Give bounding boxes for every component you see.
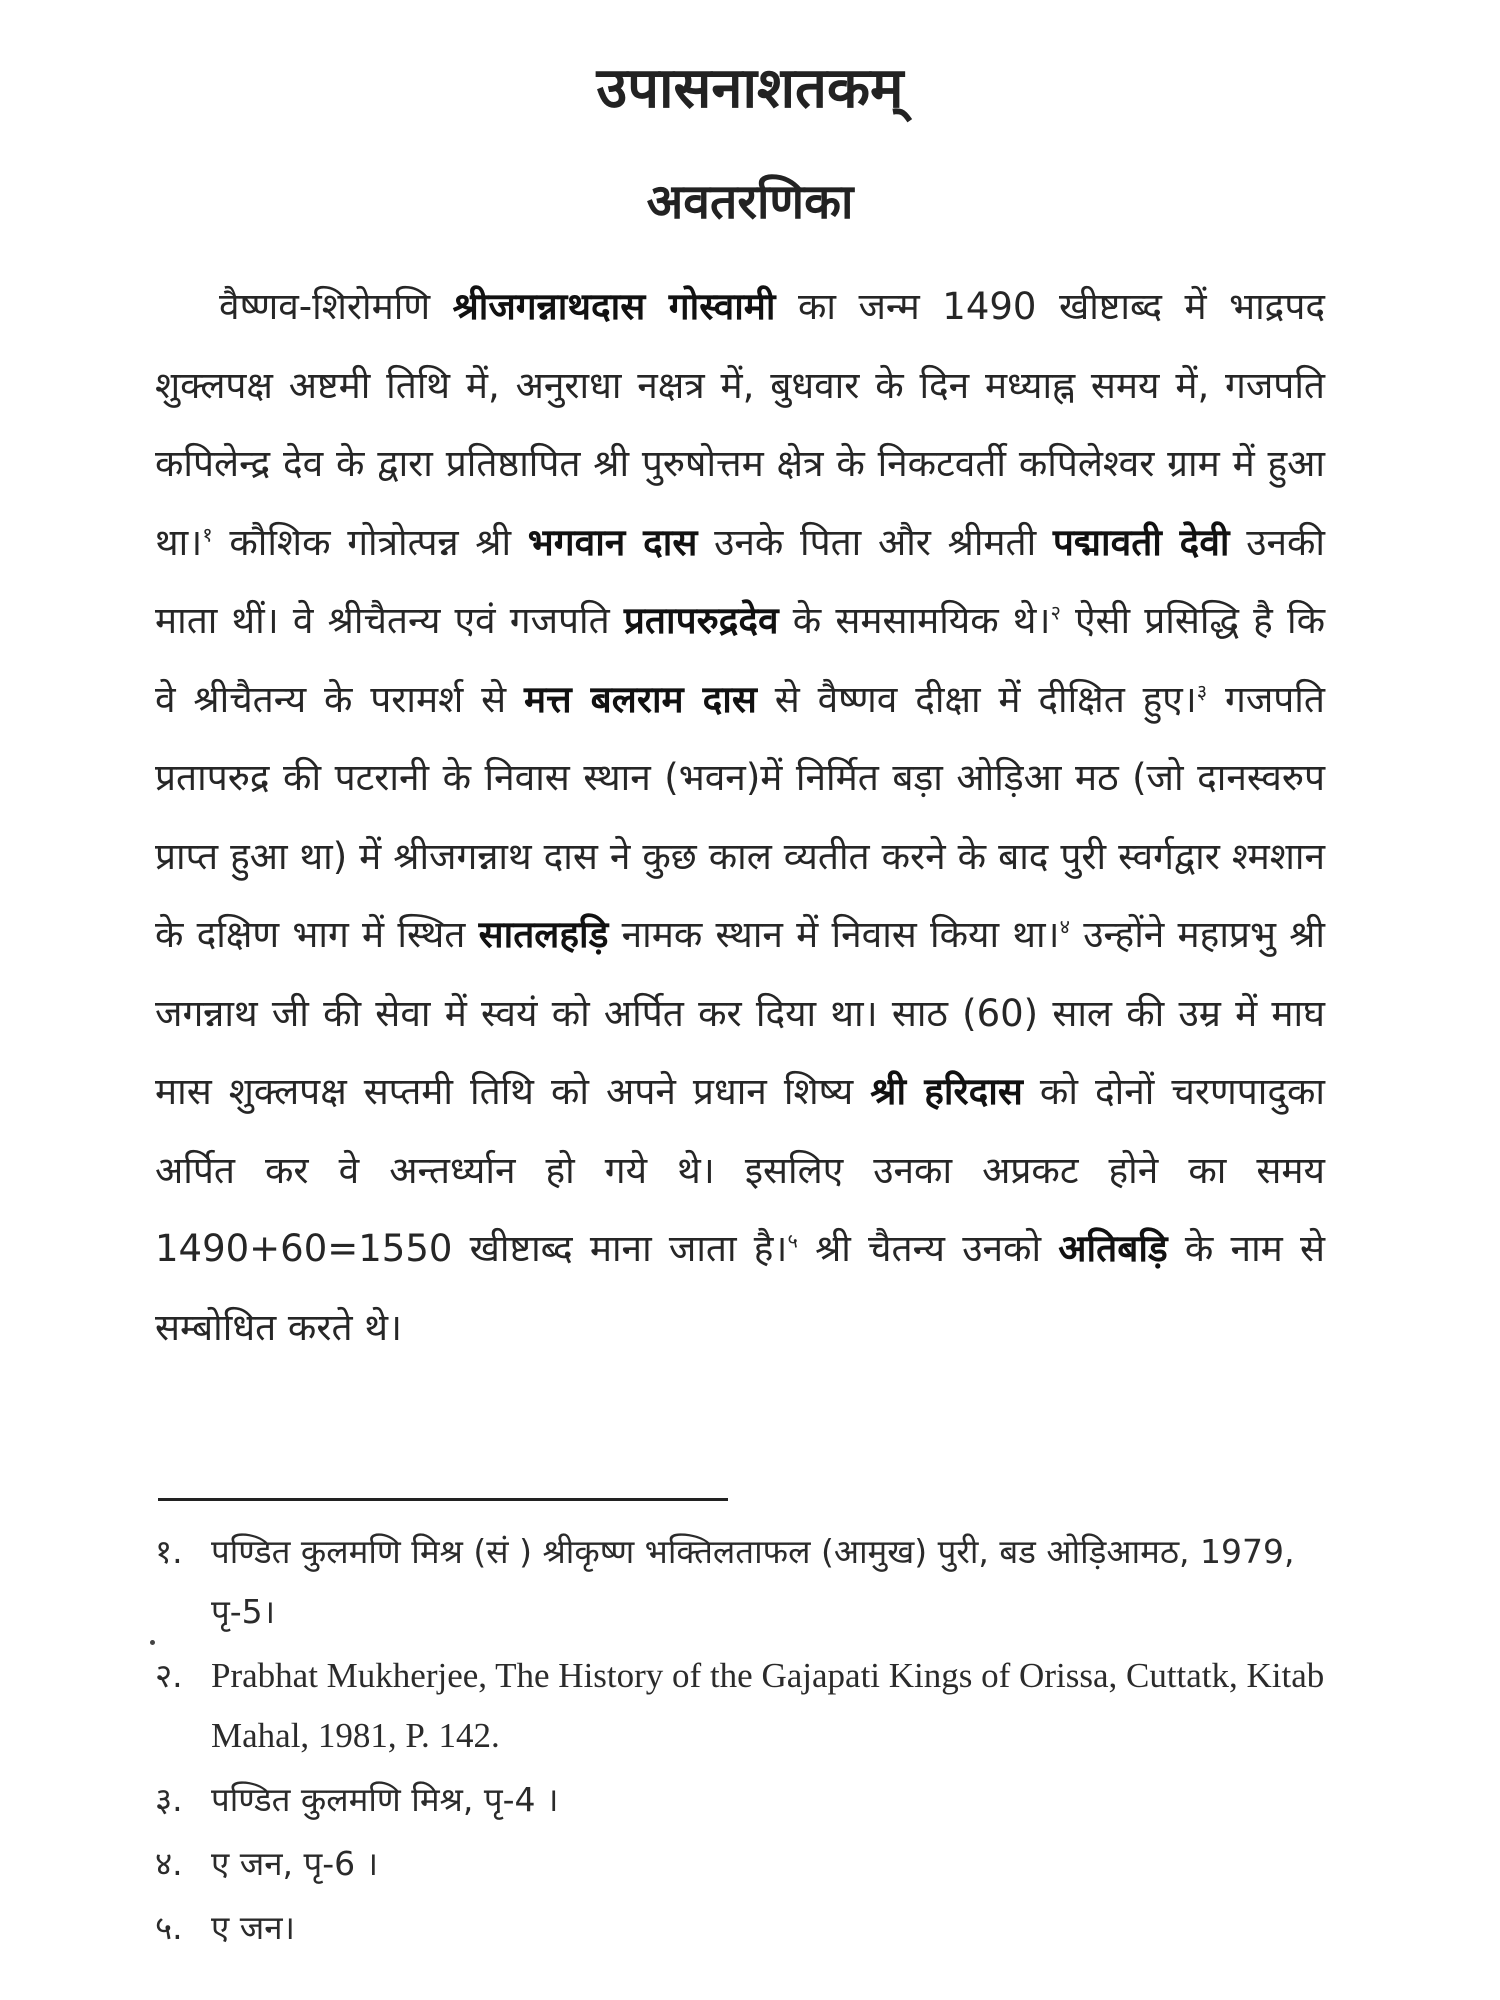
footnote-text: Prabhat Mukherjee, The History of the Gajapati Kings of Orissa, Cuttatk, Kitab Mahal, 1981, P. 142. bbox=[211, 1656, 1325, 1755]
footnote-number: ५. bbox=[155, 1908, 183, 1947]
bold-name: प्रतापरुद्रदेव bbox=[623, 599, 779, 642]
footnotes bbox=[155, 1522, 1330, 1962]
footnote-item bbox=[155, 1646, 1330, 1766]
bold-name: सातलहड़ि bbox=[478, 913, 609, 956]
bold-name: भगवान दास bbox=[527, 520, 698, 564]
footnote-divider bbox=[158, 1498, 728, 1501]
footnote-item bbox=[155, 1898, 1330, 1958]
bold-name: पद्मावती देवी bbox=[1052, 520, 1230, 564]
footnote-item bbox=[155, 1770, 1330, 1830]
text-run: उनके पिता और श्रीमती bbox=[697, 520, 1053, 564]
footnote-number: २. bbox=[155, 1656, 183, 1695]
text-run: गजपति प्रतापरुद्र की पटरानी के निवास स्थान (भवन)में निर्मित बड़ा ओड़िआ मठ (जो दानस्वरुप प्राप्त हुआ था) में श्रीजगन्नाथ दास ने कुछ काल व्यतीत करने के बाद पुरी स्वर्गद्वार श्मशान के दक्षिण भाग में स्थित bbox=[155, 677, 1325, 956]
text-run: वैष्णव-शिरोमणि bbox=[219, 285, 453, 328]
text-run: का जन्म 1490 खीष्टाब्द में भाद्रपद शुक्लपक्ष अष्टमी तिथि में, अनुराधा नक्षत्र में, बुधवार के दिन मध्याह्न समय में, गजपति कपिलेन्द्र देव के द्वारा प्रतिष्ठापित श्री पुरुषोत्तम क्षेत्र के निकटवर्ती कपिलेश्वर ग्राम में हुआ था। bbox=[155, 285, 1325, 564]
footnote-text: पण्डित कुलमणि मिश्र, पृ-4 । bbox=[211, 1780, 559, 1819]
footnote-ref-4: ४ bbox=[1059, 914, 1070, 939]
footnote-text: ए जन, पृ-6 । bbox=[211, 1844, 379, 1883]
bold-name: अतिबड़ि bbox=[1058, 1227, 1168, 1270]
text-run: कौशिक गोत्रोत्पन्न श्री bbox=[212, 520, 528, 564]
footnote-item bbox=[155, 1522, 1330, 1642]
page-title: उपासनाशतकम् bbox=[596, 56, 904, 121]
bold-name: मत्त बलराम दास bbox=[523, 677, 757, 721]
text-run: ऐसी प्रसिद्धि है कि वे श्रीचैतन्य के परामर्श से bbox=[155, 599, 1325, 721]
text-run: के समसामयिक थे। bbox=[778, 599, 1051, 642]
footnote-text: पण्डित कुलमणि मिश्र (सं ) श्रीकृष्ण भक्तिलताफल (आमुख) पुरी, बड ओड़िआमठ, 1979, पृ-5। bbox=[211, 1532, 1295, 1631]
footnote-ref-3: ३ bbox=[1196, 679, 1208, 704]
footnote-number: ४. bbox=[155, 1844, 183, 1883]
text-run: श्री चैतन्य उनको bbox=[797, 1227, 1059, 1270]
footnote-item bbox=[155, 1834, 1330, 1894]
footnote-ref-2: २ bbox=[1050, 600, 1061, 625]
footnote-number: ३. bbox=[155, 1780, 183, 1819]
text-run: उनकी माता थीं। वे श्रीचैतन्य एवं गजपति bbox=[155, 520, 1326, 642]
section-heading: अवतरणिका bbox=[646, 174, 854, 230]
bold-name: श्रीजगन्नाथदास गोस्वामी bbox=[452, 285, 776, 328]
text-run: को दोनों चरणपादुका अर्पित कर वे अन्तर्ध्यान हो गये थे। इसलिए उनका अप्रकट होने का समय 1490+60=1550 खीष्टाब्द माना जाता है। bbox=[155, 1070, 1325, 1270]
footnote-text: ए जन। bbox=[211, 1908, 296, 1947]
text-run: नामक स्थान में निवास किया था। bbox=[608, 913, 1060, 956]
text-run: से वैष्णव दीक्षा में दीक्षित हुए। bbox=[756, 677, 1197, 721]
text-run: उन्होंने महाप्रभु श्री जगन्नाथ जी की सेवा में स्वयं को अर्पित कर दिया था। साठ (60) साल की उम्र में माघ मास शुक्लपक्ष सप्तमी तिथि को अपने प्रधान शिष्य bbox=[155, 913, 1325, 1113]
footnote-ref-1: १ bbox=[202, 522, 213, 547]
footnote-ref-5: ५ bbox=[787, 1228, 798, 1253]
footnote-number: १. bbox=[155, 1532, 183, 1571]
body-paragraph bbox=[155, 268, 1325, 1367]
bold-name: श्री हरिदास bbox=[870, 1070, 1023, 1113]
text-run: के नाम से सम्बोधित करते थे। bbox=[155, 1227, 1325, 1349]
